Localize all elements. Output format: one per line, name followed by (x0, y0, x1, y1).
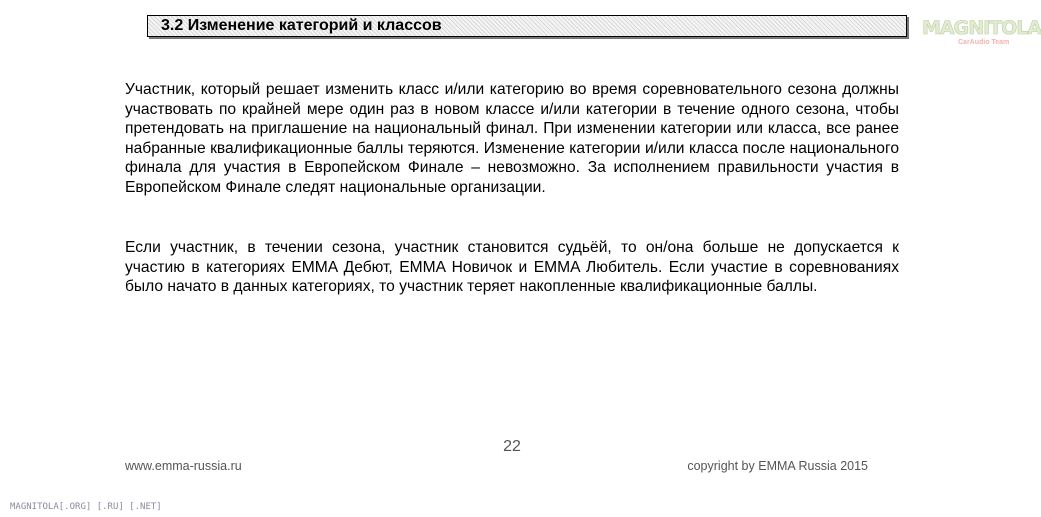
section-title: 3.2 Изменение категорий и классов (161, 17, 442, 34)
logo-main-text: MAGNITOLA (922, 17, 1041, 39)
paragraph: Если участник, в течении сезона, участник становится судьёй, то он/она больше не допускается к участию в категориях EMMA Дебют, EMMA Новичок и EMMA Любитель. Если участие в соревнованиях было начато в данных категориях, то участник теряет накопленные квалификационные баллы. (125, 239, 899, 296)
footer-website: www.emma-russia.ru (125, 459, 242, 473)
logo-subtext: CarAudio Team (958, 39, 1010, 46)
section-header (147, 15, 907, 37)
page-number: 22 (503, 438, 521, 455)
paragraph: Участник, который решает изменить класс и/или категорию во время соревновательного сезона должны участвовать по крайней мере один раз в новом классе и/или категории в течение одного сезона, чтобы претендовать на приглашение на национальный финал. При изменении категории или класса, все ранее набранные квалификационные баллы теряются. Изменение категории и/или класса после национального финала для участия в Европейском Финале – невозможно. За исполнением правильности участия в Европейском Финале следят национальные организации. (125, 81, 899, 196)
footer-copyright: copyright by EMMA Russia 2015 (687, 459, 868, 473)
magnitola-logo (922, 17, 1041, 51)
site-watermark: MAGNITOLA[.ORG] [.RU] [.NET] (10, 502, 162, 512)
